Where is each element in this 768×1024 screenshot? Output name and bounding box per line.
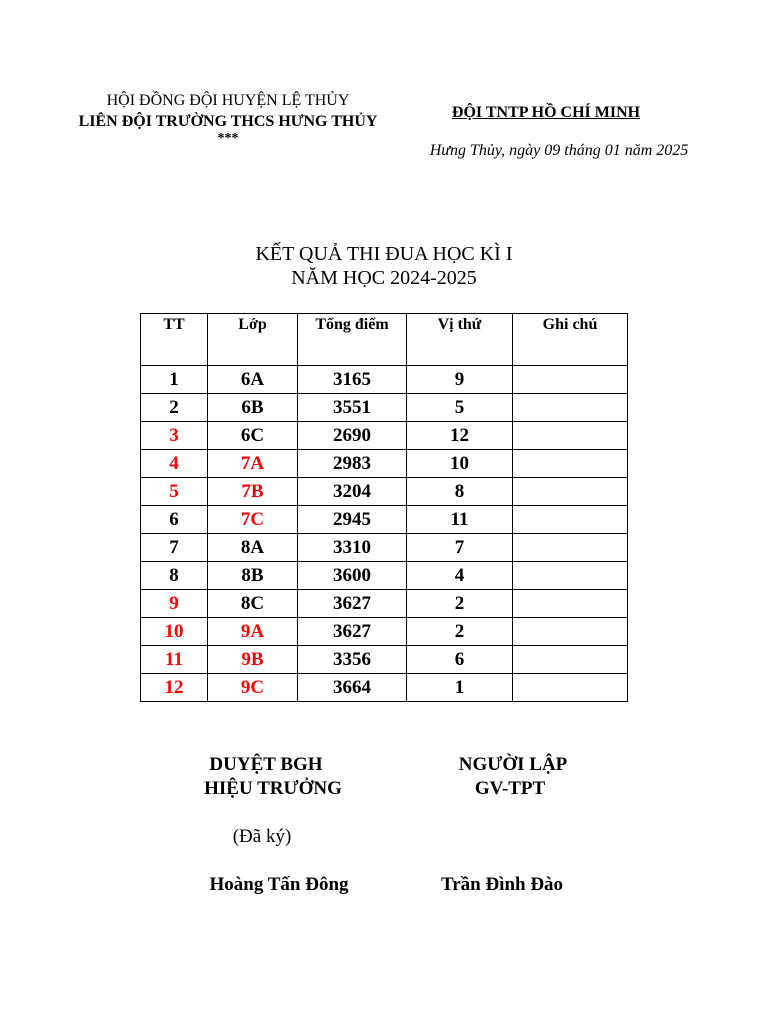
cell-class: 7B xyxy=(208,478,298,506)
school-union-name: LIÊN ĐỘI TRƯỜNG THCS HƯNG THỦY xyxy=(78,113,378,130)
cell-total-score: 3551 xyxy=(298,394,407,422)
table-row xyxy=(141,366,628,394)
cell-tt: 1 xyxy=(141,366,208,394)
cell-rank: 5 xyxy=(407,394,513,422)
cell-total-score: 2945 xyxy=(298,506,407,534)
table-row xyxy=(141,534,628,562)
cell-notes xyxy=(513,674,628,702)
cell-class: 8C xyxy=(208,590,298,618)
cell-total-score: 3627 xyxy=(298,590,407,618)
cell-class: 6B xyxy=(208,394,298,422)
principal-title: HIỆU TRƯỞNG xyxy=(204,778,342,799)
table-row xyxy=(141,450,628,478)
cell-class: 6A xyxy=(208,366,298,394)
cell-total-score: 3600 xyxy=(298,562,407,590)
cell-rank: 7 xyxy=(407,534,513,562)
table-row xyxy=(141,618,628,646)
principal-name: Hoàng Tấn Đông xyxy=(209,874,349,895)
cell-tt: 5 xyxy=(141,478,208,506)
header-total-score: Tổng điểm xyxy=(298,314,407,366)
cell-class: 9C xyxy=(208,674,298,702)
header-notes: Ghi chú xyxy=(513,314,628,366)
cell-total-score: 3627 xyxy=(298,618,407,646)
cell-tt: 12 xyxy=(141,674,208,702)
document-date: Hưng Thủy, ngày 09 tháng 01 năm 2025 xyxy=(429,142,689,159)
header-class: Lớp xyxy=(208,314,298,366)
table-row xyxy=(141,590,628,618)
results-table xyxy=(140,313,628,702)
cell-notes xyxy=(513,646,628,674)
cell-total-score: 3310 xyxy=(298,534,407,562)
organization-name: ĐỘI TNTP HỒ CHÍ MINH xyxy=(451,104,641,121)
cell-notes xyxy=(513,422,628,450)
table-row xyxy=(141,422,628,450)
preparer-label: NGƯỜI LẬP xyxy=(458,754,568,775)
cell-class: 8B xyxy=(208,562,298,590)
cell-class: 6C xyxy=(208,422,298,450)
cell-total-score: 3664 xyxy=(298,674,407,702)
cell-rank: 9 xyxy=(407,366,513,394)
school-year: NĂM HỌC 2024-2025 xyxy=(291,267,477,289)
cell-notes xyxy=(513,450,628,478)
document-title: KẾT QUẢ THI ĐUA HỌC KÌ I xyxy=(255,243,513,265)
cell-class: 7C xyxy=(208,506,298,534)
cell-rank: 2 xyxy=(407,590,513,618)
cell-class: 7A xyxy=(208,450,298,478)
cell-total-score: 2983 xyxy=(298,450,407,478)
cell-notes xyxy=(513,562,628,590)
cell-tt: 2 xyxy=(141,394,208,422)
cell-tt: 6 xyxy=(141,506,208,534)
cell-class: 9A xyxy=(208,618,298,646)
signed-note: (Đã ký) xyxy=(232,826,292,847)
cell-total-score: 3165 xyxy=(298,366,407,394)
cell-class: 9B xyxy=(208,646,298,674)
cell-rank: 4 xyxy=(407,562,513,590)
preparer-title: GV-TPT xyxy=(474,778,546,799)
table-header-row xyxy=(141,314,628,366)
preparer-name: Trần Đình Đào xyxy=(440,874,564,895)
table-row xyxy=(141,478,628,506)
cell-notes xyxy=(513,618,628,646)
cell-tt: 11 xyxy=(141,646,208,674)
cell-rank: 2 xyxy=(407,618,513,646)
cell-rank: 1 xyxy=(407,674,513,702)
cell-notes xyxy=(513,534,628,562)
cell-tt: 4 xyxy=(141,450,208,478)
cell-tt: 7 xyxy=(141,534,208,562)
table-row xyxy=(141,506,628,534)
cell-tt: 9 xyxy=(141,590,208,618)
cell-notes xyxy=(513,506,628,534)
table-row xyxy=(141,394,628,422)
cell-tt: 3 xyxy=(141,422,208,450)
council-name: HỘI ĐỒNG ĐỘI HUYỆN LỆ THỦY xyxy=(106,92,350,109)
approval-label: DUYỆT BGH xyxy=(209,754,323,775)
cell-notes xyxy=(513,590,628,618)
cell-rank: 6 xyxy=(407,646,513,674)
header-rank: Vị thứ xyxy=(407,314,513,366)
header-separator: *** xyxy=(217,131,239,146)
header-tt: TT xyxy=(141,314,208,366)
table-row xyxy=(141,562,628,590)
cell-total-score: 3356 xyxy=(298,646,407,674)
cell-notes xyxy=(513,478,628,506)
cell-rank: 10 xyxy=(407,450,513,478)
table-row xyxy=(141,674,628,702)
cell-total-score: 3204 xyxy=(298,478,407,506)
cell-total-score: 2690 xyxy=(298,422,407,450)
cell-rank: 11 xyxy=(407,506,513,534)
table-row xyxy=(141,646,628,674)
cell-notes xyxy=(513,366,628,394)
cell-tt: 8 xyxy=(141,562,208,590)
cell-notes xyxy=(513,394,628,422)
cell-rank: 12 xyxy=(407,422,513,450)
cell-tt: 10 xyxy=(141,618,208,646)
cell-class: 8A xyxy=(208,534,298,562)
cell-rank: 8 xyxy=(407,478,513,506)
